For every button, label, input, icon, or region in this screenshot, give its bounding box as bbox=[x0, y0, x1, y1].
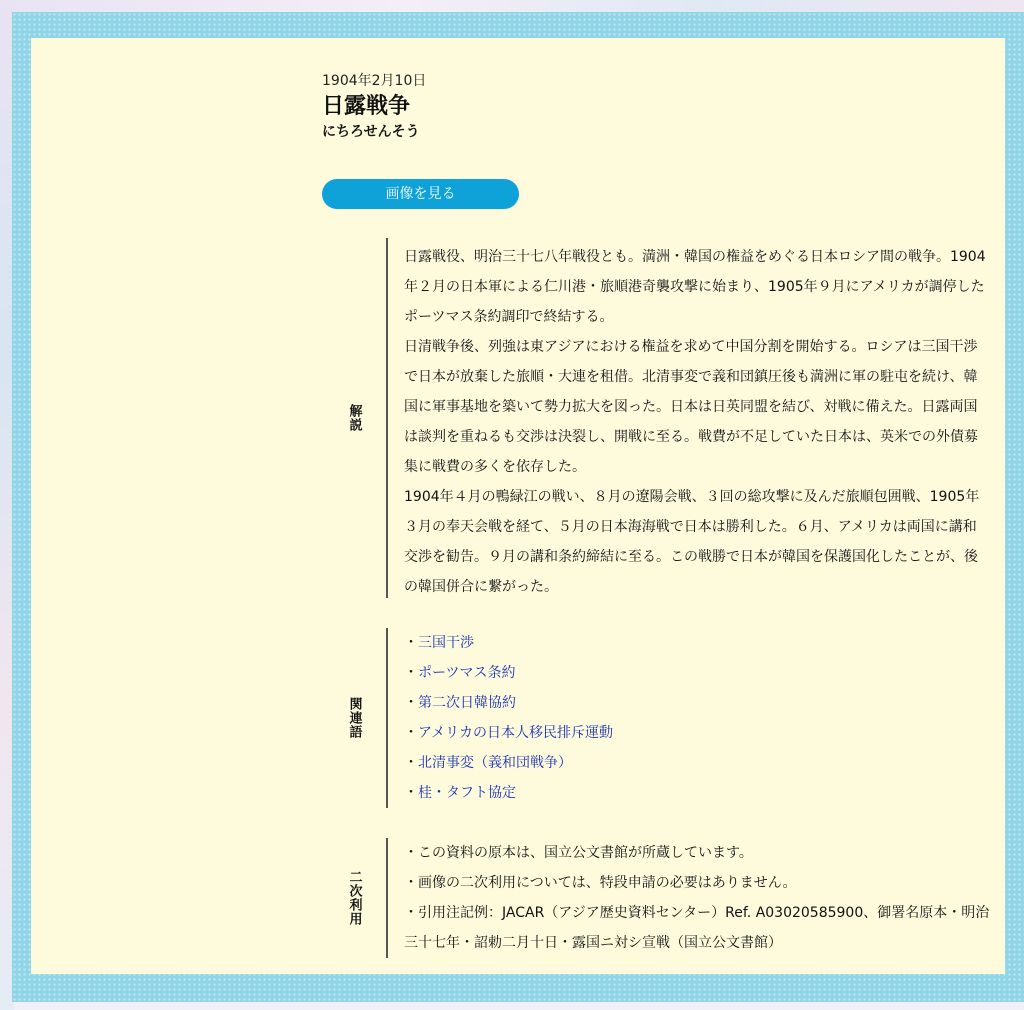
description-paragraph: 1904年４月の鴨緑江の戦い、８月の遼陽会戦、３回の総攻撃に及んだ旅順包囲戦、1905年３月の奉天会戦を経て、５月の日本海海戦で日本は勝利した。６月、アメリカは両国に講和交渉を勧告。９月の講和条約締結に至る。この戦勝で日本が韓国を保護国化したことが、後の韓国併合に繋がった。 bbox=[404, 489, 980, 595]
list-item: ・三国干渉 bbox=[404, 635, 474, 651]
list-item: ・桂・タフト協定 bbox=[404, 785, 516, 801]
list-item: ・北清事変（義和団戦争） bbox=[404, 755, 572, 771]
description-label: 解説 bbox=[346, 404, 362, 432]
content-panel bbox=[31, 38, 1005, 974]
description-paragraph: 日露戦役、明治三十七八年戦役とも。満洲・韓国の権益をめぐる日本ロシア間の戦争。1904年２月の日本軍による仁川港・旅順港奇襲攻撃に始まり、1905年９月にアメリカが調停したポーツマス条約調印で終結する。 bbox=[404, 249, 986, 325]
background-decoration-top bbox=[0, 0, 1024, 12]
related-link-taft-katsura[interactable]: 桂・タフト協定 bbox=[418, 785, 516, 801]
related-terms-section bbox=[322, 628, 990, 808]
description-body bbox=[386, 238, 990, 598]
list-item: ・この資料の原本は、国立公文書館が所蔵しています。 bbox=[404, 845, 753, 861]
related-link-sangoku-kansho[interactable]: 三国干渉 bbox=[418, 635, 474, 651]
secondary-use-label: 二次利用 bbox=[346, 870, 362, 926]
secondary-use-body bbox=[386, 838, 990, 958]
list-item: ・第二次日韓協約 bbox=[404, 695, 516, 711]
entry-reading: にちろせんそう bbox=[322, 124, 420, 140]
view-image-button[interactable]: 画像を見る bbox=[322, 179, 519, 209]
secondary-use-list bbox=[404, 838, 990, 958]
entry-title: 日露戦争 bbox=[322, 94, 411, 119]
related-link-second-japan-korea-treaty[interactable]: 第二次日韓協約 bbox=[418, 695, 516, 711]
description-section bbox=[322, 238, 990, 598]
related-terms-label: 関連語 bbox=[346, 697, 362, 739]
entry-date: 1904年2月10日 bbox=[322, 73, 427, 89]
related-terms-list bbox=[404, 628, 990, 808]
secondary-use-section bbox=[322, 838, 990, 958]
entry-header bbox=[322, 72, 962, 202]
related-terms-body bbox=[386, 628, 990, 808]
list-item: ・ポーツマス条約 bbox=[404, 665, 516, 681]
related-link-us-exclusion-movement[interactable]: アメリカの日本人移民排斥運動 bbox=[418, 725, 614, 741]
related-link-portsmouth-treaty[interactable]: ポーツマス条約 bbox=[418, 665, 516, 681]
list-item: ・アメリカの日本人移民排斥運動 bbox=[404, 725, 614, 741]
page-frame bbox=[12, 12, 1024, 1002]
list-item: ・画像の二次利用については、特段申請の必要はありません。 bbox=[404, 875, 797, 891]
description-paragraph: 日清戦争後、列強は東アジアにおける権益を求めて中国分割を開始する。ロシアは三国干渉で日本が放棄した旅順・大連を租借。北清事変で義和団鎮圧後も満洲に軍の駐屯を続け、韓国に軍事基地を築いて勢力拡大を図った。日本は日英同盟を結び、対戦に備えた。日露両国は談判を重ねるも交渉は決裂し、開戦に至る。戦費が不足していた日本は、英米での外債募集に戦費の多くを依存した。 bbox=[404, 339, 978, 475]
related-link-boxer-rebellion[interactable]: 北清事変（義和団戦争） bbox=[418, 755, 572, 771]
list-item: ・引用注記例：JACAR（アジア歴史資料センター）Ref. A03020585900、御署名原本・明治三十七年・詔勅二月十日・露国ニ対シ宣戦（国立公文書館） bbox=[404, 905, 990, 951]
